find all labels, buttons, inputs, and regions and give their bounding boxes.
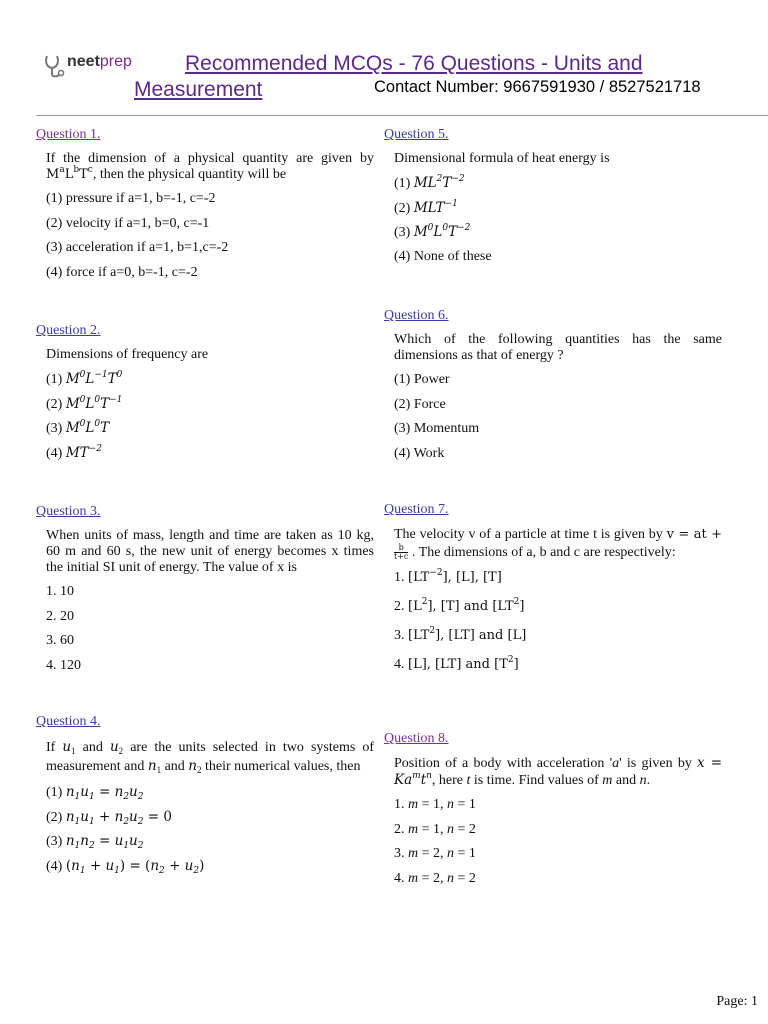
question-3-option-4[interactable]: 4. 120 bbox=[46, 657, 81, 673]
question-4-option-4[interactable]: (4) $(n_1 + u_1) = (n_2 + u_2)$ bbox=[46, 857, 205, 876]
question-6-option-4[interactable]: (4) Work bbox=[394, 445, 445, 461]
question-1-option-3[interactable]: (3) acceleration if a=1, b=1,c=-2 bbox=[46, 240, 229, 255]
question-7 bbox=[384, 502, 722, 686]
question-6-link[interactable]: Question 6. bbox=[384, 308, 449, 323]
question-6-stem: Which of the following quantities has the same dimensions as that of energy ? bbox=[394, 332, 722, 363]
header-divider bbox=[36, 115, 768, 116]
question-5-option-4[interactable]: (4) None of these bbox=[394, 248, 492, 264]
question-5-stem: Dimensional formula of heat energy is bbox=[394, 151, 610, 166]
question-7-option-1[interactable]: 1. $[LT^{-2}]$, [L], [T] bbox=[394, 568, 502, 585]
question-8 bbox=[384, 731, 722, 895]
logo-text-prep: prep bbox=[99, 53, 132, 70]
page-header bbox=[0, 0, 768, 118]
question-6 bbox=[384, 308, 722, 470]
question-8-link[interactable]: Question 8. bbox=[384, 731, 449, 746]
question-4 bbox=[36, 714, 374, 882]
question-8-stem: Position of a body with acceleration 'a' is given by $x = Ka^mt^n$, here t is time. Find values of m and n. bbox=[394, 755, 722, 788]
question-4-option-3[interactable]: (3) $n_1n_2 = u_1u_2$ bbox=[46, 833, 144, 851]
neetprep-logo bbox=[42, 53, 142, 79]
question-4-option-2[interactable]: (2) $n_1u_1 + n_2u_2 = 0$ bbox=[46, 808, 172, 827]
question-1-stem-end: , then the physical quantity will be bbox=[92, 167, 287, 182]
question-6-option-1[interactable]: (1) Power bbox=[394, 372, 450, 387]
question-8-option-3[interactable]: 3. m = 2, n = 1 bbox=[394, 846, 476, 861]
question-1-option-1[interactable]: (1) pressure if a=1, b=-1, c=-2 bbox=[46, 191, 216, 206]
contact-number: Contact Number: 9667591930 / 8527521718 bbox=[374, 78, 701, 96]
question-8-option-4[interactable]: 4. m = 2, n = 2 bbox=[394, 870, 476, 886]
question-2-option-3[interactable]: (3) $M^0L^0T$ bbox=[46, 419, 110, 436]
question-5-link[interactable]: Question 5. bbox=[384, 127, 449, 142]
logo-text-neet: neet bbox=[67, 53, 100, 70]
document-title[interactable]: Recommended MCQs - 76 Questions - Units and bbox=[185, 52, 643, 75]
page-number: Page: 1 bbox=[716, 994, 758, 1009]
question-1 bbox=[36, 127, 374, 289]
question-6-option-2[interactable]: (2) Force bbox=[394, 396, 446, 412]
question-2-option-4[interactable]: (4) $MT^{-2}$ bbox=[46, 443, 102, 461]
document-title-continued[interactable]: Measurement bbox=[134, 78, 263, 101]
question-5-option-1[interactable]: (1) $ML^2T^{-2}$ bbox=[394, 174, 465, 191]
question-7-option-3[interactable]: 3. $[LT^2]$, [LT] and [L] bbox=[394, 626, 527, 643]
question-8-option-2[interactable]: 2. m = 1, n = 2 bbox=[394, 821, 476, 837]
question-1-stem-start: If the dimension of a physical quantity are given by bbox=[46, 151, 374, 166]
stethoscope-icon bbox=[42, 53, 68, 79]
question-8-option-1[interactable]: 1. m = 1, n = 1 bbox=[394, 797, 476, 812]
question-2-option-2[interactable]: (2) $M^0L^0T^{-1}$ bbox=[46, 394, 123, 412]
question-2-link[interactable]: Question 2. bbox=[36, 323, 101, 338]
question-7-option-4[interactable]: 4. [L], [LT] and $[T^2]$ bbox=[394, 655, 519, 672]
question-4-option-1[interactable]: (1) $n_1u_1 = n_2u_2$ bbox=[46, 784, 144, 802]
question-3-stem: When units of mass, length and time are taken as 10 kg, 60 m and 60 s, the new unit of energy becomes x times the initial SI unit of energy. The value of x is bbox=[46, 528, 374, 575]
question-1-option-2[interactable]: (2) velocity if a=1, b=0, c=-1 bbox=[46, 215, 210, 231]
question-5-option-3[interactable]: (3) $M^0L^0T^{-2}$ bbox=[394, 223, 471, 240]
question-3-option-3[interactable]: 3. 60 bbox=[46, 633, 74, 648]
question-4-stem: If $u_1$ and $u_2$ are the units selected in two systems of measurement and $n_1$ and $n_2$ their numerical values, then bbox=[46, 739, 375, 775]
question-5-option-2[interactable]: (2) $MLT^{-1}$ bbox=[394, 198, 458, 216]
question-3-option-2[interactable]: 2. 20 bbox=[46, 608, 74, 624]
question-5 bbox=[384, 127, 722, 273]
question-4-link[interactable]: Question 4. bbox=[36, 714, 101, 729]
question-7-stem: The velocity v of a particle at time t is given by v = at + $\frac{b}{t+c}$ . The dimensions of a, b and c are respectively: bbox=[394, 527, 722, 561]
question-3 bbox=[36, 504, 374, 682]
question-2 bbox=[36, 323, 374, 469]
question-2-stem: Dimensions of frequency are bbox=[46, 347, 209, 362]
question-1-link[interactable]: Question 1. bbox=[36, 127, 101, 142]
question-7-option-2[interactable]: 2. $[L^2]$, [T] and $[LT^2]$ bbox=[394, 597, 525, 614]
question-3-option-1[interactable]: 1. 10 bbox=[46, 584, 74, 599]
dimension-formula: $M^aL^bT^c$ bbox=[46, 165, 93, 182]
question-1-option-4[interactable]: (4) force if a=0, b=-1, c=-2 bbox=[46, 264, 198, 280]
question-6-option-3[interactable]: (3) Momentum bbox=[394, 421, 480, 436]
question-2-option-1[interactable]: (1) $M^0L^{-1}T^0$ bbox=[46, 370, 123, 387]
question-7-link[interactable]: Question 7. bbox=[384, 502, 449, 517]
question-3-link[interactable]: Question 3. bbox=[36, 504, 101, 519]
